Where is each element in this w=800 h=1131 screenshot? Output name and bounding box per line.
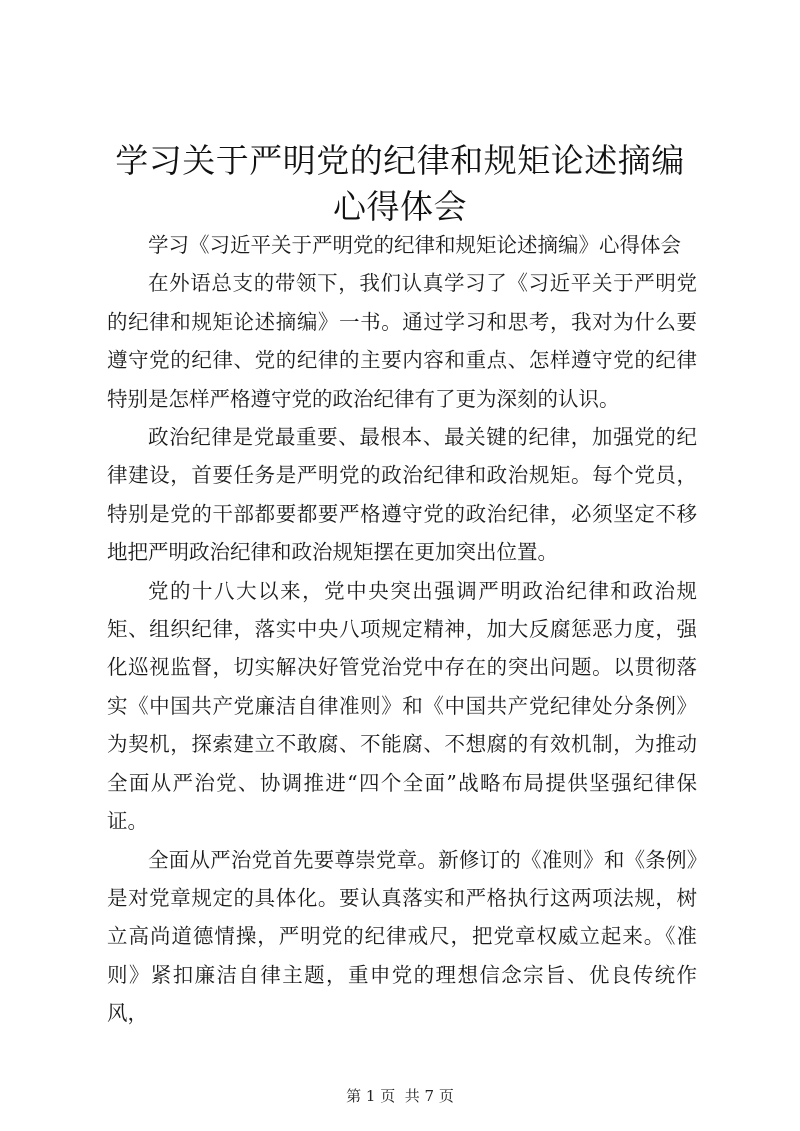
page-number: 第 1 页 共 7 页 — [346, 1087, 454, 1105]
document-title: 学习关于严明党的纪律和规矩论述摘编心得体会 — [115, 141, 685, 226]
paragraph: 全面从严治党首先要尊崇党章。新修订的《准则》和《条例》是对党章规定的具体化。要认真落实和严格执行这两项法规，树立高尚道德情操，严明党的纪律戒尺，把党章权威立起来。《准则》紧扣廉洁自律主题，重申党的理想信念宗旨、优良传统作风， — [107, 847, 697, 1026]
page-footer — [0, 1086, 800, 1106]
paragraph: 在外语总支的带领下，我们认真学习了《习近平关于严明党的纪律和规矩论述摘编》一书。通过学习和思考，我对为什么要遵守党的纪律、党的纪律的主要内容和重点、怎样遵守党的纪律特别是怎样严格遵守党的政治纪律有了更为深刻的认识。 — [107, 271, 697, 411]
paragraph: 政治纪律是党最重要、最根本、最关键的纪律，加强党的纪律建设，首要任务是严明党的政治纪律和政治规矩。每个党员，特别是党的干部都要都要严格遵守党的政治纪律，必须坚定不移地把严明政治纪律和政治规矩摆在更加突出位置。 — [107, 425, 697, 565]
document-body — [107, 226, 697, 1033]
paragraph-subtitle: 学习《习近平关于严明党的纪律和规矩论述摘编》心得体会 — [148, 233, 681, 257]
paragraph: 党的十八大以来，党中央突出强调严明政治纪律和政治规矩、组织纪律，落实中央八项规定精神，加大反腐惩恶力度，强化巡视监督，切实解决好管党治党中存在的突出问题。以贯彻落实《中国共产党廉洁自律准则》和《中国共产党纪律处分条例》为契机，探索建立不敢腐、不能腐、不想腐的有效机制，为推动全面从严治党、协调推进“四个全面”战略布局提供坚强纪律保证。 — [107, 578, 697, 834]
